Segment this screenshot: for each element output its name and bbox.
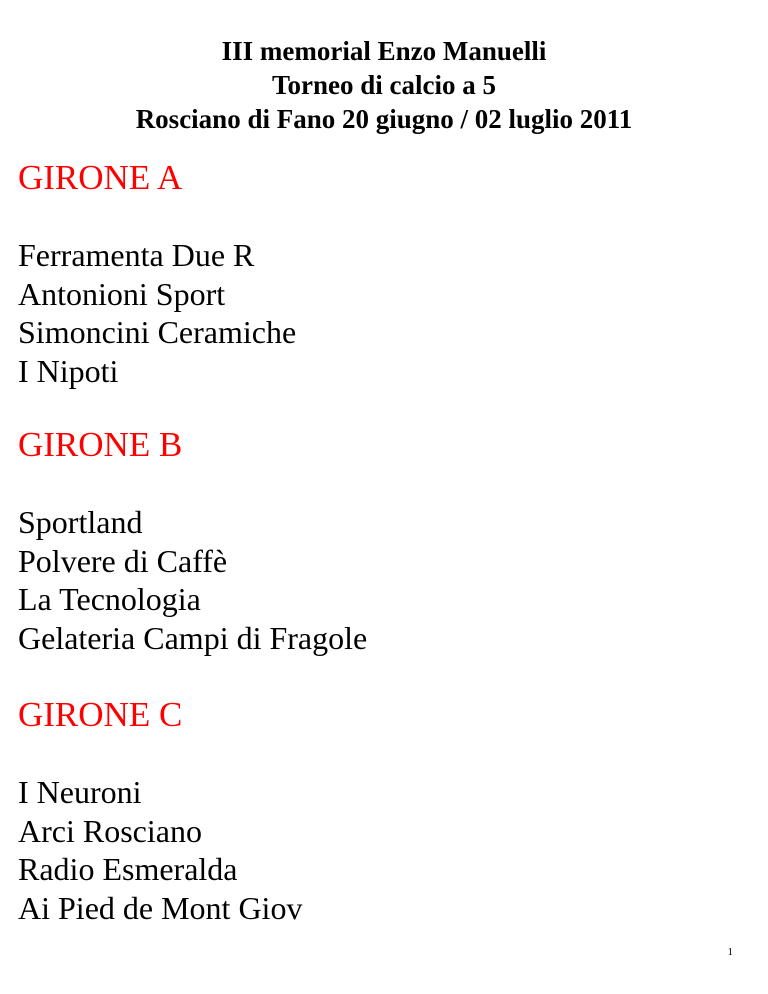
team-name: Ferramenta Due R [18,237,255,273]
group-c-title: GIRONE C [18,695,183,734]
group-a-team-list [18,236,738,390]
team-name: Arci Rosciano [18,812,202,849]
tournament-subtitle: Torneo di calcio a 5 [271,70,496,100]
group-b [18,425,738,657]
team-name: Simoncini Ceramiche [18,314,297,350]
group-c-team-list [18,773,738,927]
group-b-team-list [18,503,738,657]
team-name: I Nipoti [18,352,119,389]
group-b-title: GIRONE B [18,425,183,464]
team-name: Radio Esmeralda [18,851,238,887]
tournament-title: III memorial Enzo Manuelli [221,36,547,66]
team-name: Polvere di Caffè [18,542,228,579]
team-name: Antonioni Sport [18,275,226,312]
team-name: Ai Pied de Mont Giov [18,889,303,926]
team-name: Gelateria Campi di Fragole [18,619,368,656]
team-name: La Tecnologia [18,581,201,617]
team-name: I Neuroni [18,774,142,810]
team-name: Sportland [18,504,143,540]
page-number: 1 [727,946,733,958]
tournament-place-dates: Rosciano di Fano 20 giugno / 02 luglio 2011 [135,104,633,134]
group-c [18,695,738,927]
document-header [0,34,768,136]
group-a-title: GIRONE A [18,158,183,197]
group-a [18,158,738,390]
